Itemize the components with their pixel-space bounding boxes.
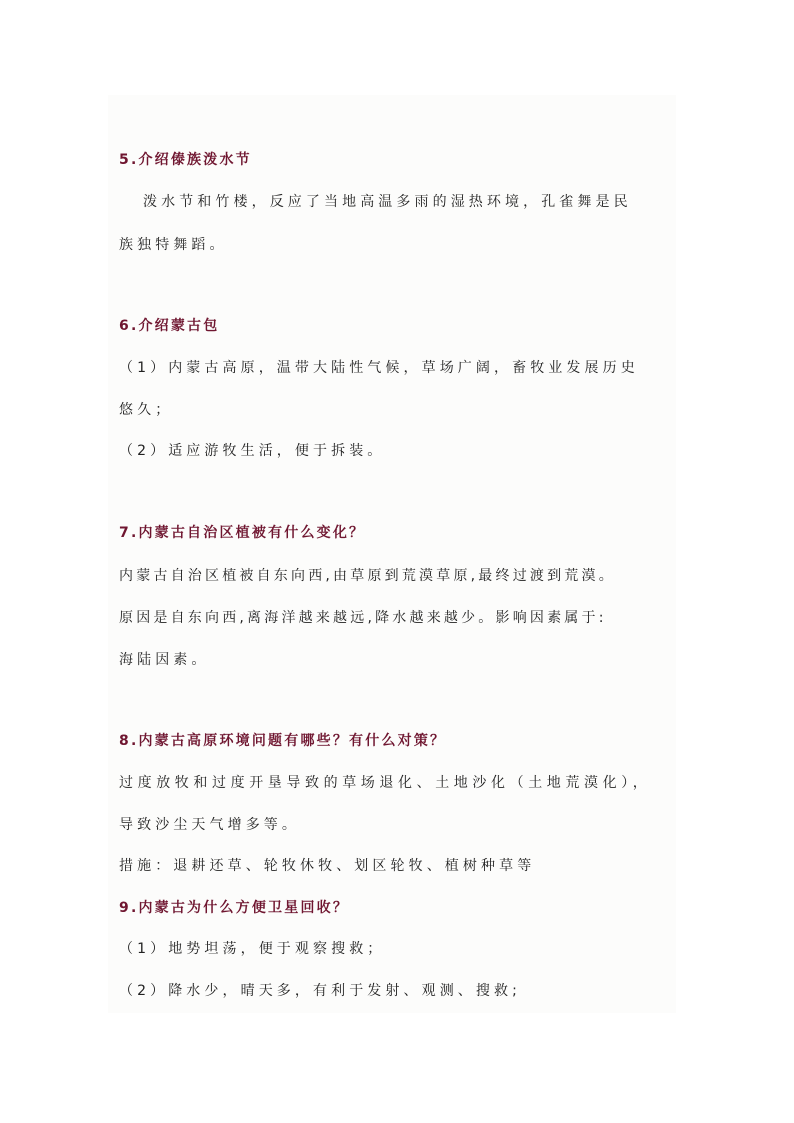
paragraph-line: 海陆因素。 bbox=[119, 652, 210, 668]
section-heading: 8.内蒙古高原环境问题有哪些？有什么对策？ bbox=[119, 733, 447, 749]
paragraph-line: 导致沙尘天气增多等。 bbox=[119, 817, 300, 833]
paragraph-line: 措施：退耕还草、轮牧休牧、划区轮牧、植树种草等 bbox=[119, 858, 536, 874]
paragraph-line: （2）降水少，晴天多，有利于发射、观测、搜救; bbox=[119, 983, 521, 999]
paragraph-line: 内蒙古自治区植被自东向西,由草原到荒漠草原,最终过渡到荒漠。 bbox=[119, 568, 616, 584]
section-heading: 7.内蒙古自治区植被有什么变化？ bbox=[119, 525, 366, 541]
paragraph-line: 族独特舞蹈。 bbox=[119, 237, 228, 253]
paragraph-line: 泼水节和竹楼，反应了当地高温多雨的湿热环境，孔雀舞是民 bbox=[143, 194, 632, 210]
paragraph-line: （1）内蒙古高原，温带大陆性气候，草场广阔，畜牧业发展历史 bbox=[119, 360, 639, 376]
paragraph-line: （2）适应游牧生活，便于拆装。 bbox=[119, 443, 386, 459]
paragraph-line: 悠久； bbox=[119, 402, 174, 418]
paragraph-line: 过度放牧和过度开垦导致的草场退化、土地沙化（土地荒漠化）， bbox=[119, 775, 652, 791]
paragraph-line: 原因是自东向西,离海洋越来越远,降水越来越少。影响因素属于: bbox=[119, 610, 607, 626]
section-heading: 6.介绍蒙古包 bbox=[119, 318, 220, 334]
section-heading: 5.介绍傣族泼水节 bbox=[119, 152, 252, 168]
paragraph-line: （1）地势坦荡，便于观察搜救； bbox=[119, 941, 386, 957]
section-heading: 9.内蒙古为什么方便卫星回收？ bbox=[119, 900, 350, 916]
